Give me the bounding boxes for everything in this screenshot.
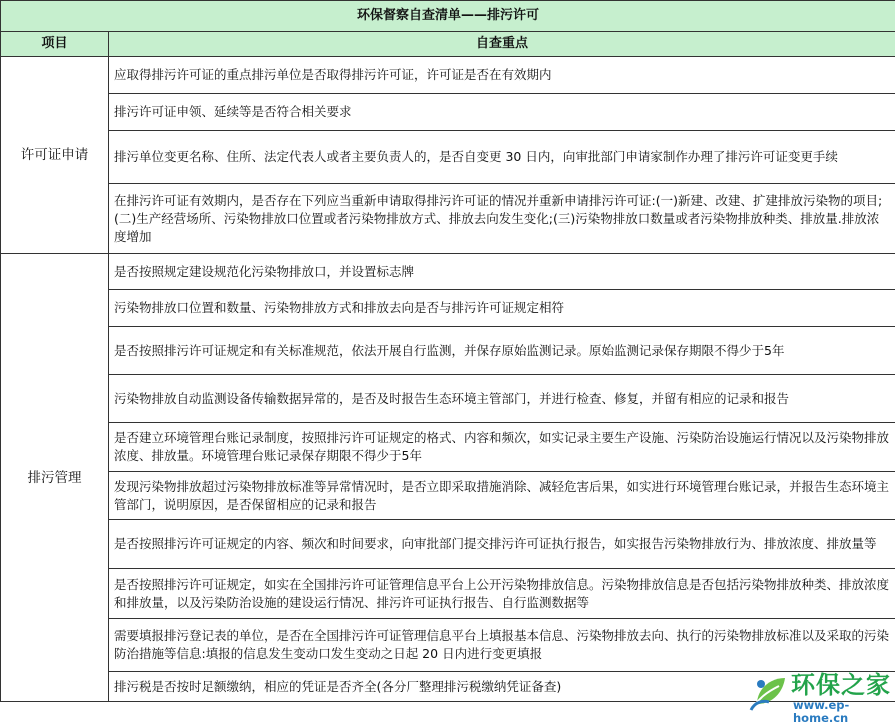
table-row	[1, 520, 895, 569]
header-focus: 自查重点	[109, 32, 895, 57]
check-item: 发现污染物排放超过污染物排放标准等异常情况时，是否立即采取措施消除、减轻危害后果，如实进行环境管理台账记录，并报告生态环境主管部门，说明原因，是否保留相应的记录和报告	[109, 472, 895, 520]
watermark-name: 环保之家	[791, 672, 891, 698]
table-row	[1, 94, 895, 131]
category-discharge-management: 排污管理	[1, 254, 109, 702]
table-title: 环保督察自查清单——排污许可	[1, 1, 895, 32]
check-item: 是否建立环境管理台账记录制度，按照排污许可证规定的格式、内容和频次，如实记录主要生产设施、污染防治设施运行情况以及污染物排放浓度、排放量。环境管理台账记录保存期限不得少于5年	[109, 423, 895, 472]
table-row	[1, 131, 895, 184]
header-project: 项目	[1, 32, 109, 57]
table-row	[1, 472, 895, 520]
check-item: 是否按照排污许可证规定和有关标准规范，依法开展自行监测，并保存原始监测记录。原始监测记录保存期限不得少于5年	[109, 327, 895, 375]
table-row	[1, 254, 895, 290]
table-row	[1, 57, 895, 94]
watermark-url: www.ep-home.cn	[793, 699, 891, 725]
check-item: 污染物排放自动监测设备传输数据异常的，是否及时报告生态环境主管部门，并进行检查、修复，并留有相应的记录和报告	[109, 375, 895, 423]
check-item: 排污单位变更名称、住所、法定代表人或者主要负责人的，是否自变更 30 日内，向审批部门申请家制作办理了排污许可证变更手续	[109, 131, 895, 184]
table-row	[1, 290, 895, 327]
check-item: 是否按照规定建设规范化污染物排放口，并设置标志牌	[109, 254, 895, 290]
check-item: 在排污许可证有效期内，是否存在下列应当重新申请取得排污许可证的情况并重新申请排污许可证:(一)新建、改建、扩建排放污染物的项目;(二)生产经营场所、污染物排放口位置或者污染物排放方式、排放去向发生变化;(三)污染物排放口数量或者污染物排放种类、排放量.排放浓度增加	[109, 184, 895, 254]
check-item: 污染物排放口位置和数量、污染物排放方式和排放去向是否与排污许可证规定相符	[109, 290, 895, 327]
watermark	[749, 670, 891, 714]
table-row	[1, 569, 895, 619]
title-row	[1, 1, 895, 32]
table-row	[1, 619, 895, 672]
header-row	[1, 32, 895, 57]
leaf-person-logo-icon	[749, 672, 789, 712]
check-item: 排污税是否按时足额缴纳，相应的凭证是否齐全(各分厂整理排污税缴纳凭证备查)	[109, 672, 895, 702]
table-row	[1, 423, 895, 472]
check-item: 需要填报排污登记表的单位，是否在全国排污许可证管理信息平台上填报基本信息、污染物排放去向、执行的污染物排放标准以及采取的污染防治措施等信息:填报的信息发生变动口发生变动之日起 20 日内进行变更填报	[109, 619, 895, 672]
table-row	[1, 184, 895, 254]
check-item: 是否按照排污许可证规定的内容、频次和时间要求，向审批部门提交排污许可证执行报告，如实报告污染物排放行为、排放浓度、排放量等	[109, 520, 895, 569]
check-item: 排污许可证申领、延续等是否符合相关要求	[109, 94, 895, 131]
check-item: 是否按照排污许可证规定，如实在全国排污许可证管理信息平台上公开污染物排放信息。污染物排放信息是否包括污染物排放种类、排放浓度和排放量，以及污染防治设施的建设运行情况、排污许可证执行报告、自行监测数据等	[109, 569, 895, 619]
check-item: 应取得排污许可证的重点排污单位是否取得排污许可证，许可证是否在有效期内	[109, 57, 895, 94]
table-row	[1, 375, 895, 423]
table-row	[1, 327, 895, 375]
category-license-application: 许可证申请	[1, 57, 109, 254]
